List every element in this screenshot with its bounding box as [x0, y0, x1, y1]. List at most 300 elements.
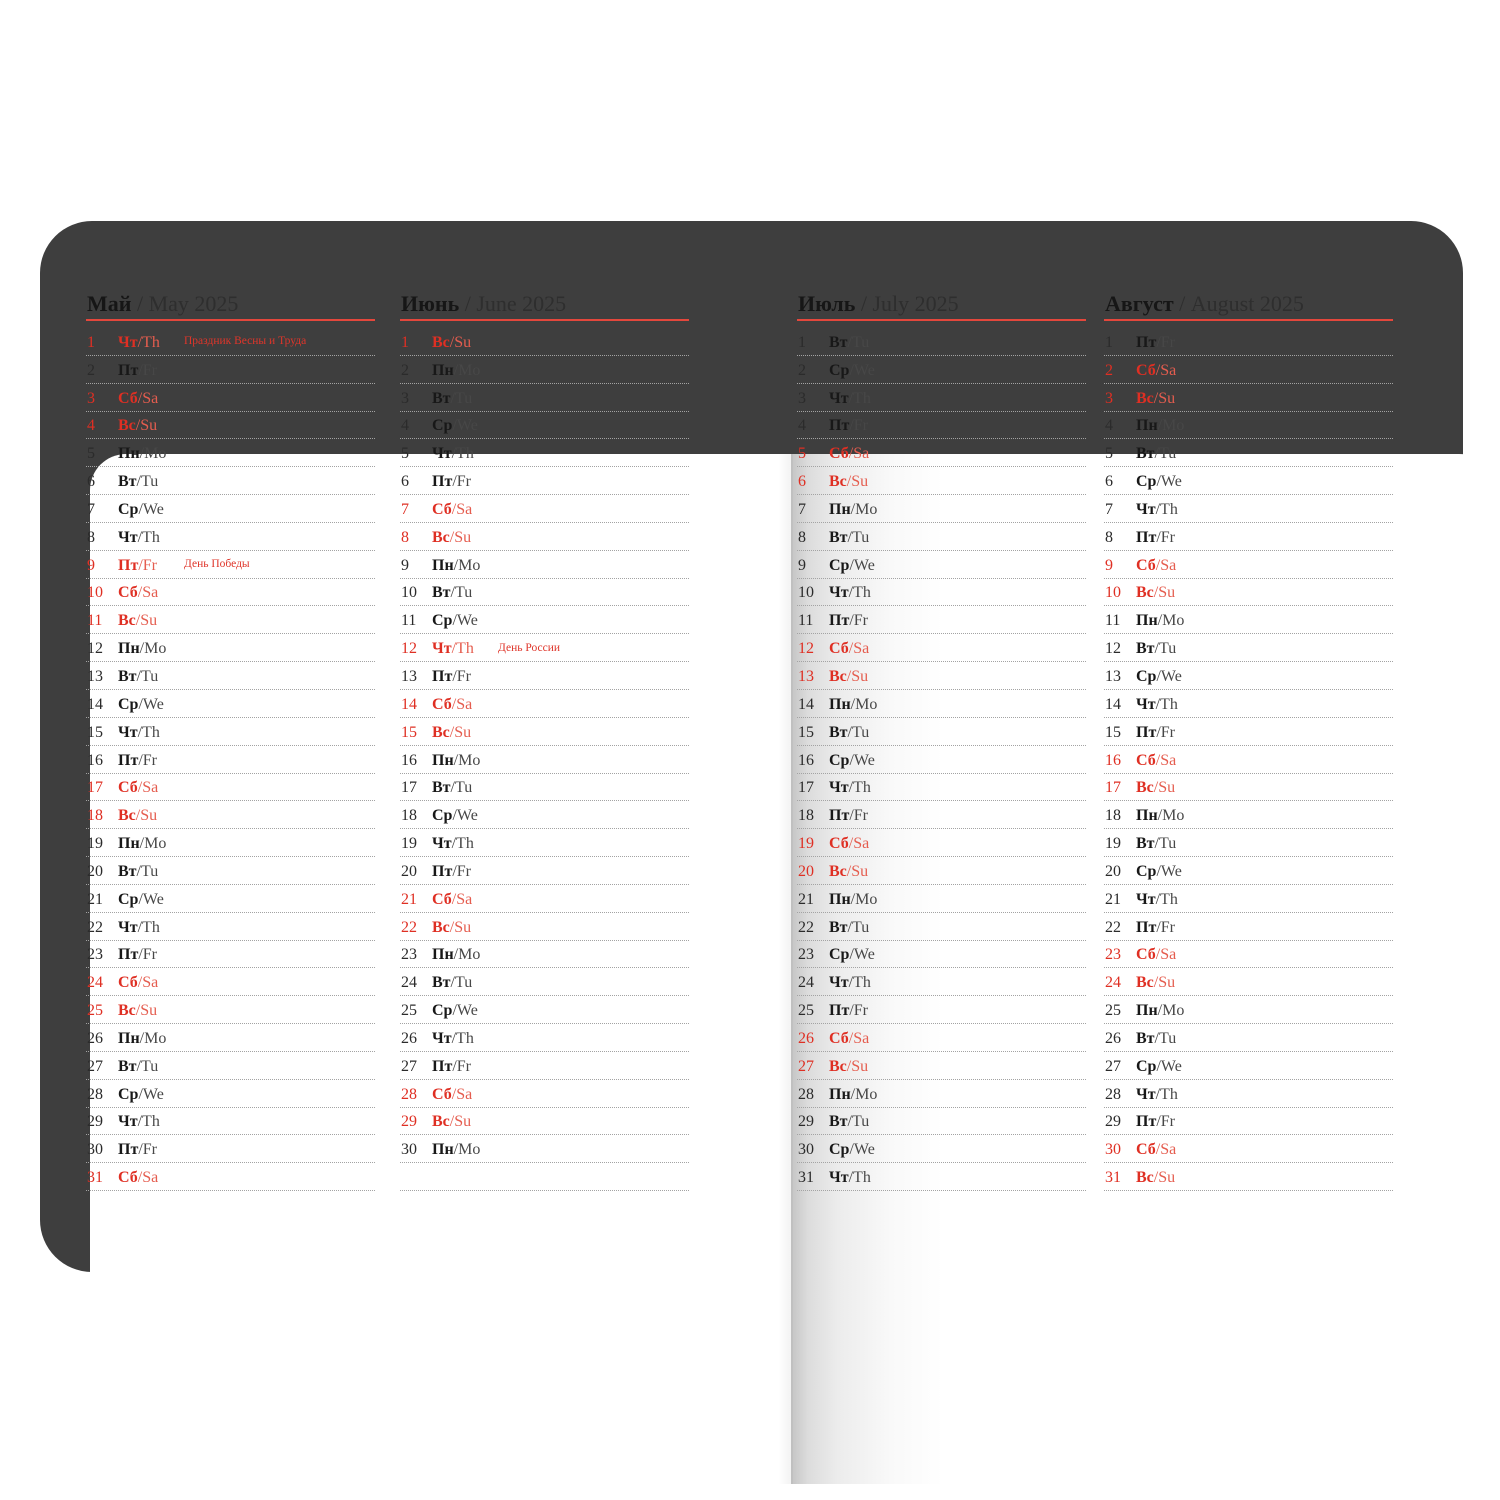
- day-abbr-ru: Сб: [432, 500, 452, 518]
- day-row: [400, 606, 689, 634]
- day-row: [797, 634, 1086, 662]
- day-abbr-ru: Пн: [1136, 1002, 1158, 1020]
- day-number: 16: [401, 751, 417, 769]
- day-abbr-ru: Вс: [829, 862, 847, 880]
- day-abbr: [118, 864, 158, 880]
- day-row: [86, 1080, 375, 1108]
- day-abbr: [1136, 1003, 1184, 1019]
- day-number: 20: [401, 862, 417, 880]
- day-number: 6: [1105, 473, 1113, 491]
- month-column-may: [86, 293, 375, 1191]
- day-number: 29: [1105, 1113, 1121, 1131]
- month-header: [400, 293, 689, 321]
- day-abbr: [1136, 446, 1176, 462]
- day-row: [797, 690, 1086, 718]
- day-number: 16: [798, 751, 814, 769]
- day-row: [1104, 913, 1393, 941]
- day-abbr: [118, 1003, 157, 1019]
- day-abbr-en: /Th: [137, 723, 160, 741]
- day-abbr-ru: Ср: [118, 500, 139, 518]
- day-number: 20: [87, 862, 103, 880]
- day-row: [1104, 774, 1393, 802]
- day-number: 27: [1105, 1057, 1121, 1075]
- day-row: [1104, 1080, 1393, 1108]
- day-abbr: [118, 920, 160, 936]
- day-abbr-en: /Mo: [453, 556, 481, 574]
- day-number: 25: [401, 1002, 417, 1020]
- day-number: 10: [87, 584, 103, 602]
- day-abbr-ru: Ср: [118, 695, 139, 713]
- day-abbr-en: /Fr: [849, 612, 868, 630]
- day-abbr: [1136, 1114, 1175, 1130]
- day-abbr-en: /Mo: [453, 361, 481, 379]
- day-number: 16: [87, 751, 103, 769]
- day-abbr-en: /Su: [1153, 584, 1176, 602]
- day-abbr: [118, 753, 157, 769]
- day-abbr: [432, 864, 471, 880]
- day-abbr: [829, 1114, 869, 1130]
- day-abbr: [829, 975, 871, 991]
- day-abbr-ru: Ср: [829, 751, 850, 769]
- day-abbr-en: /Th: [451, 445, 474, 463]
- day-abbr-en: /Th: [137, 333, 160, 351]
- day-abbr-ru: Вс: [118, 807, 136, 825]
- day-abbr-en: /Su: [135, 417, 158, 435]
- day-number: 17: [1105, 779, 1121, 797]
- day-number: 8: [401, 528, 409, 546]
- day-abbr: [432, 892, 472, 908]
- day-abbr: [1136, 363, 1176, 379]
- day-abbr-ru: Пт: [432, 1057, 453, 1075]
- day-abbr-en: /Su: [1153, 1169, 1176, 1187]
- day-abbr-en: /Su: [449, 528, 472, 546]
- day-number: 12: [1105, 640, 1121, 658]
- day-abbr-ru: Ср: [1136, 667, 1157, 685]
- day-abbr-en: /We: [1156, 473, 1182, 491]
- day-abbr: [829, 780, 871, 796]
- day-abbr: [118, 780, 158, 796]
- day-number: 28: [87, 1085, 103, 1103]
- day-abbr-en: /Fr: [138, 751, 157, 769]
- day-row: [1104, 1024, 1393, 1052]
- day-abbr: [118, 641, 166, 657]
- day-abbr: [118, 697, 164, 713]
- day-abbr: [118, 391, 158, 407]
- day-abbr-en: /Su: [135, 807, 158, 825]
- day-abbr: [829, 1170, 871, 1186]
- day-abbr-ru: Пт: [1136, 723, 1157, 741]
- day-number: 22: [401, 918, 417, 936]
- day-row: [86, 1052, 375, 1080]
- day-abbr-ru: Пн: [829, 500, 851, 518]
- day-number: 30: [1105, 1141, 1121, 1159]
- day-abbr: [829, 335, 869, 351]
- day-abbr: [118, 975, 158, 991]
- day-abbr: [1136, 502, 1178, 518]
- day-number: 17: [87, 779, 103, 797]
- day-row: [400, 996, 689, 1024]
- day-abbr-ru: Чт: [432, 835, 452, 853]
- day-row: [797, 1135, 1086, 1163]
- day-abbr: [1136, 585, 1175, 601]
- month-title-en: / August 2025: [1173, 291, 1304, 316]
- month-column-august: [1104, 293, 1393, 1191]
- day-abbr-ru: Ср: [1136, 862, 1157, 880]
- day-abbr-en: /Su: [449, 1113, 472, 1131]
- day-abbr-en: /Fr: [1156, 333, 1175, 351]
- day-abbr: [1136, 335, 1175, 351]
- day-abbr: [829, 1142, 875, 1158]
- day-abbr-ru: Пт: [829, 417, 850, 435]
- day-row: [1104, 662, 1393, 690]
- day-abbr: [1136, 892, 1178, 908]
- day-abbr-ru: Вс: [432, 528, 450, 546]
- day-abbr-ru: Ср: [432, 417, 453, 435]
- day-abbr-ru: Сб: [432, 890, 452, 908]
- day-abbr-ru: Чт: [118, 723, 138, 741]
- day-abbr-ru: Пт: [118, 946, 139, 964]
- day-abbr-en: /Fr: [452, 667, 471, 685]
- day-number: 12: [401, 640, 417, 658]
- day-row: [1104, 690, 1393, 718]
- day-row: [86, 1163, 375, 1191]
- day-abbr: [829, 502, 877, 518]
- holiday-note: День Победы: [184, 558, 250, 571]
- day-abbr-ru: Вс: [118, 1002, 136, 1020]
- day-number: 15: [798, 723, 814, 741]
- day-abbr-ru: Вт: [829, 1113, 848, 1131]
- day-abbr-ru: Пт: [118, 1141, 139, 1159]
- holiday-note: Праздник Весны и Труда: [184, 335, 307, 348]
- day-abbr-ru: Чт: [829, 1169, 849, 1187]
- day-abbr-en: /Fr: [1156, 1113, 1175, 1131]
- day-abbr-en: /Mo: [850, 695, 878, 713]
- day-row: [797, 356, 1086, 384]
- day-row: [400, 885, 689, 913]
- day-abbr: [829, 697, 877, 713]
- day-number: 30: [798, 1141, 814, 1159]
- day-abbr-en: /We: [452, 1002, 478, 1020]
- day-abbr: [118, 530, 160, 546]
- day-row: [1104, 1052, 1393, 1080]
- day-number: 2: [401, 361, 409, 379]
- day-abbr-ru: Вт: [118, 667, 137, 685]
- day-abbr: [432, 585, 472, 601]
- day-abbr-ru: Вт: [1136, 835, 1155, 853]
- day-row: [1104, 634, 1393, 662]
- day-abbr: [829, 892, 877, 908]
- day-number: 21: [1105, 890, 1121, 908]
- day-abbr: [432, 530, 471, 546]
- day-abbr-ru: Пн: [1136, 807, 1158, 825]
- day-number: 20: [1105, 862, 1121, 880]
- day-abbr: [118, 836, 166, 852]
- day-abbr-ru: Вт: [432, 389, 451, 407]
- day-abbr: [1136, 418, 1184, 434]
- day-row: [86, 885, 375, 913]
- day-abbr-en: /Th: [848, 584, 871, 602]
- day-abbr: [432, 1142, 480, 1158]
- day-abbr: [829, 836, 869, 852]
- day-row: [1104, 1163, 1393, 1191]
- day-number: 14: [401, 695, 417, 713]
- day-abbr-ru: Пт: [432, 862, 453, 880]
- day-abbr-ru: Чт: [432, 445, 452, 463]
- day-row: [86, 968, 375, 996]
- day-number: 19: [1105, 835, 1121, 853]
- day-number: 29: [401, 1113, 417, 1131]
- month-column-june: [400, 293, 689, 1191]
- day-number: 9: [401, 556, 409, 574]
- day-abbr-en: /Sa: [137, 1169, 159, 1187]
- day-row: [400, 634, 689, 662]
- day-abbr-en: /Fr: [452, 1057, 471, 1075]
- day-abbr-en: /Fr: [1156, 723, 1175, 741]
- day-abbr-en: /We: [1156, 667, 1182, 685]
- day-number: 26: [401, 1029, 417, 1047]
- day-number: 2: [87, 361, 95, 379]
- day-abbr-en: /Sa: [1155, 556, 1177, 574]
- day-abbr-en: /Su: [846, 667, 869, 685]
- day-row: [797, 439, 1086, 467]
- day-number: 5: [1105, 445, 1113, 463]
- day-row: [1104, 579, 1393, 607]
- day-abbr: [829, 808, 868, 824]
- month-title-ru: Май: [87, 291, 132, 316]
- day-number: 4: [87, 417, 95, 435]
- day-abbr-en: /Tu: [847, 1113, 870, 1131]
- day-abbr: [829, 585, 871, 601]
- day-row: [797, 662, 1086, 690]
- day-abbr-ru: Пн: [432, 556, 454, 574]
- day-number: 3: [401, 389, 409, 407]
- day-abbr-ru: Сб: [1136, 1141, 1156, 1159]
- day-abbr-ru: Чт: [1136, 1085, 1156, 1103]
- day-abbr: [432, 446, 474, 462]
- day-abbr-ru: Пн: [432, 1141, 454, 1159]
- day-abbr-ru: Вт: [432, 779, 451, 797]
- day-row: [797, 885, 1086, 913]
- day-number: 13: [401, 667, 417, 685]
- day-abbr: [829, 363, 875, 379]
- day-abbr: [118, 585, 158, 601]
- day-abbr: [432, 669, 471, 685]
- day-row: [400, 913, 689, 941]
- day-abbr: [118, 418, 157, 434]
- day-abbr-en: /Tu: [450, 779, 473, 797]
- day-abbr: [1136, 641, 1176, 657]
- day-abbr-en: /Mo: [139, 835, 167, 853]
- day-abbr-ru: Вс: [432, 723, 450, 741]
- day-abbr-ru: Пт: [829, 807, 850, 825]
- day-row: [797, 1080, 1086, 1108]
- day-abbr: [1136, 530, 1175, 546]
- day-abbr-ru: Вс: [1136, 1169, 1154, 1187]
- day-abbr-ru: Пн: [118, 1029, 140, 1047]
- day-row: [400, 941, 689, 969]
- day-abbr-en: /Mo: [453, 751, 481, 769]
- day-abbr: [432, 1114, 471, 1130]
- day-row: [1104, 495, 1393, 523]
- day-row: [400, 579, 689, 607]
- day-abbr-en: /Su: [449, 918, 472, 936]
- day-row: [86, 857, 375, 885]
- day-abbr-en: /Su: [135, 612, 158, 630]
- day-row: [400, 829, 689, 857]
- day-number: 21: [87, 890, 103, 908]
- day-number: 4: [798, 417, 806, 435]
- day-abbr-en: /Mo: [1157, 807, 1185, 825]
- day-abbr-en: /Fr: [138, 556, 157, 574]
- day-row: [86, 356, 375, 384]
- day-row: [400, 690, 689, 718]
- day-abbr-en: /Tu: [1154, 640, 1177, 658]
- day-abbr-en: /Mo: [1157, 417, 1185, 435]
- day-abbr-ru: Чт: [829, 584, 849, 602]
- day-row: [400, 384, 689, 412]
- day-abbr-en: /We: [138, 890, 164, 908]
- day-abbr: [1136, 391, 1175, 407]
- day-abbr-ru: Чт: [829, 779, 849, 797]
- day-row: [86, 551, 375, 579]
- day-row: [400, 1024, 689, 1052]
- day-abbr: [432, 975, 472, 991]
- day-abbr: [432, 418, 478, 434]
- day-number: 19: [87, 835, 103, 853]
- month-title-en: / June 2025: [459, 291, 567, 316]
- day-abbr-ru: Вс: [829, 1057, 847, 1075]
- day-abbr: [1136, 697, 1178, 713]
- day-row: [1104, 885, 1393, 913]
- day-row: [400, 1108, 689, 1136]
- day-abbr-en: /Tu: [847, 333, 870, 351]
- day-number: 8: [1105, 528, 1113, 546]
- day-number: 4: [1105, 417, 1113, 435]
- day-abbr-en: /Su: [449, 333, 472, 351]
- day-abbr: [829, 613, 868, 629]
- day-number: 5: [87, 445, 95, 463]
- day-abbr-en: /Mo: [850, 500, 878, 518]
- day-number: 31: [87, 1169, 103, 1187]
- day-abbr-en: /We: [849, 361, 875, 379]
- day-abbr: [118, 1087, 164, 1103]
- day-abbr-ru: Пн: [432, 751, 454, 769]
- day-abbr: [432, 780, 472, 796]
- day-number: 24: [87, 974, 103, 992]
- day-abbr-en: /Th: [451, 835, 474, 853]
- day-abbr-en: /Th: [451, 640, 474, 658]
- day-row: [86, 774, 375, 802]
- day-row: [797, 941, 1086, 969]
- day-number: 14: [798, 695, 814, 713]
- day-number: 9: [87, 556, 95, 574]
- day-row: [86, 801, 375, 829]
- day-row: [1104, 801, 1393, 829]
- day-row: [86, 996, 375, 1024]
- month-title-ru: Июнь: [401, 291, 460, 316]
- day-abbr: [118, 1170, 158, 1186]
- day-abbr-en: /Th: [848, 974, 871, 992]
- day-abbr-en: /Sa: [451, 1085, 473, 1103]
- day-abbr-ru: Пн: [829, 890, 851, 908]
- month-column-july: [797, 293, 1086, 1191]
- day-abbr-en: /Tu: [1154, 1029, 1177, 1047]
- day-row: [86, 829, 375, 857]
- day-row: [1104, 467, 1393, 495]
- month-header: [86, 293, 375, 321]
- day-abbr-en: /Su: [846, 862, 869, 880]
- day-abbr-en: /Fr: [1156, 528, 1175, 546]
- day-number: 20: [798, 862, 814, 880]
- day-number: 7: [798, 500, 806, 518]
- day-number: 11: [401, 612, 417, 630]
- day-abbr-ru: Пт: [118, 751, 139, 769]
- day-row: [1104, 1135, 1393, 1163]
- day-number: 19: [401, 835, 417, 853]
- day-abbr-ru: Пн: [118, 640, 140, 658]
- day-abbr-en: /We: [849, 556, 875, 574]
- day-abbr: [829, 474, 868, 490]
- day-abbr-en: /We: [138, 695, 164, 713]
- day-row: [1104, 968, 1393, 996]
- day-abbr-ru: Сб: [1136, 751, 1156, 769]
- day-abbr-en: /Mo: [139, 1029, 167, 1047]
- day-abbr: [432, 1059, 471, 1075]
- day-row: [400, 523, 689, 551]
- day-number: 18: [401, 807, 417, 825]
- day-rows: [400, 328, 689, 1191]
- day-abbr: [432, 753, 480, 769]
- day-abbr-en: /Tu: [847, 723, 870, 741]
- day-row: [400, 439, 689, 467]
- day-row: [1104, 746, 1393, 774]
- day-abbr: [1136, 920, 1175, 936]
- day-abbr: [432, 363, 480, 379]
- day-abbr: [118, 1031, 166, 1047]
- day-abbr: [432, 1031, 474, 1047]
- day-abbr: [1136, 1170, 1175, 1186]
- day-row: [1104, 412, 1393, 440]
- day-abbr: [1136, 836, 1176, 852]
- day-abbr-ru: Вт: [829, 528, 848, 546]
- day-number: 21: [798, 890, 814, 908]
- day-row: [400, 551, 689, 579]
- day-abbr: [1136, 808, 1184, 824]
- day-number: 24: [798, 974, 814, 992]
- day-abbr: [1136, 1031, 1176, 1047]
- day-number: 18: [87, 807, 103, 825]
- day-row: [797, 801, 1086, 829]
- day-abbr: [432, 641, 474, 657]
- day-row: [400, 662, 689, 690]
- day-abbr-ru: Ср: [829, 946, 850, 964]
- day-abbr-en: /Sa: [137, 389, 159, 407]
- day-abbr: [1136, 669, 1182, 685]
- day-abbr-en: /We: [849, 1141, 875, 1159]
- day-number: 9: [798, 556, 806, 574]
- day-abbr: [829, 1059, 868, 1075]
- day-row: [400, 801, 689, 829]
- day-abbr: [432, 613, 478, 629]
- day-abbr: [829, 947, 875, 963]
- day-abbr: [1136, 753, 1176, 769]
- day-abbr-en: /We: [1156, 862, 1182, 880]
- day-abbr-en: /Th: [137, 1113, 160, 1131]
- day-abbr-en: /Sa: [451, 695, 473, 713]
- day-abbr-en: /Th: [1155, 500, 1178, 518]
- day-abbr: [118, 1142, 157, 1158]
- day-abbr-en: /We: [452, 807, 478, 825]
